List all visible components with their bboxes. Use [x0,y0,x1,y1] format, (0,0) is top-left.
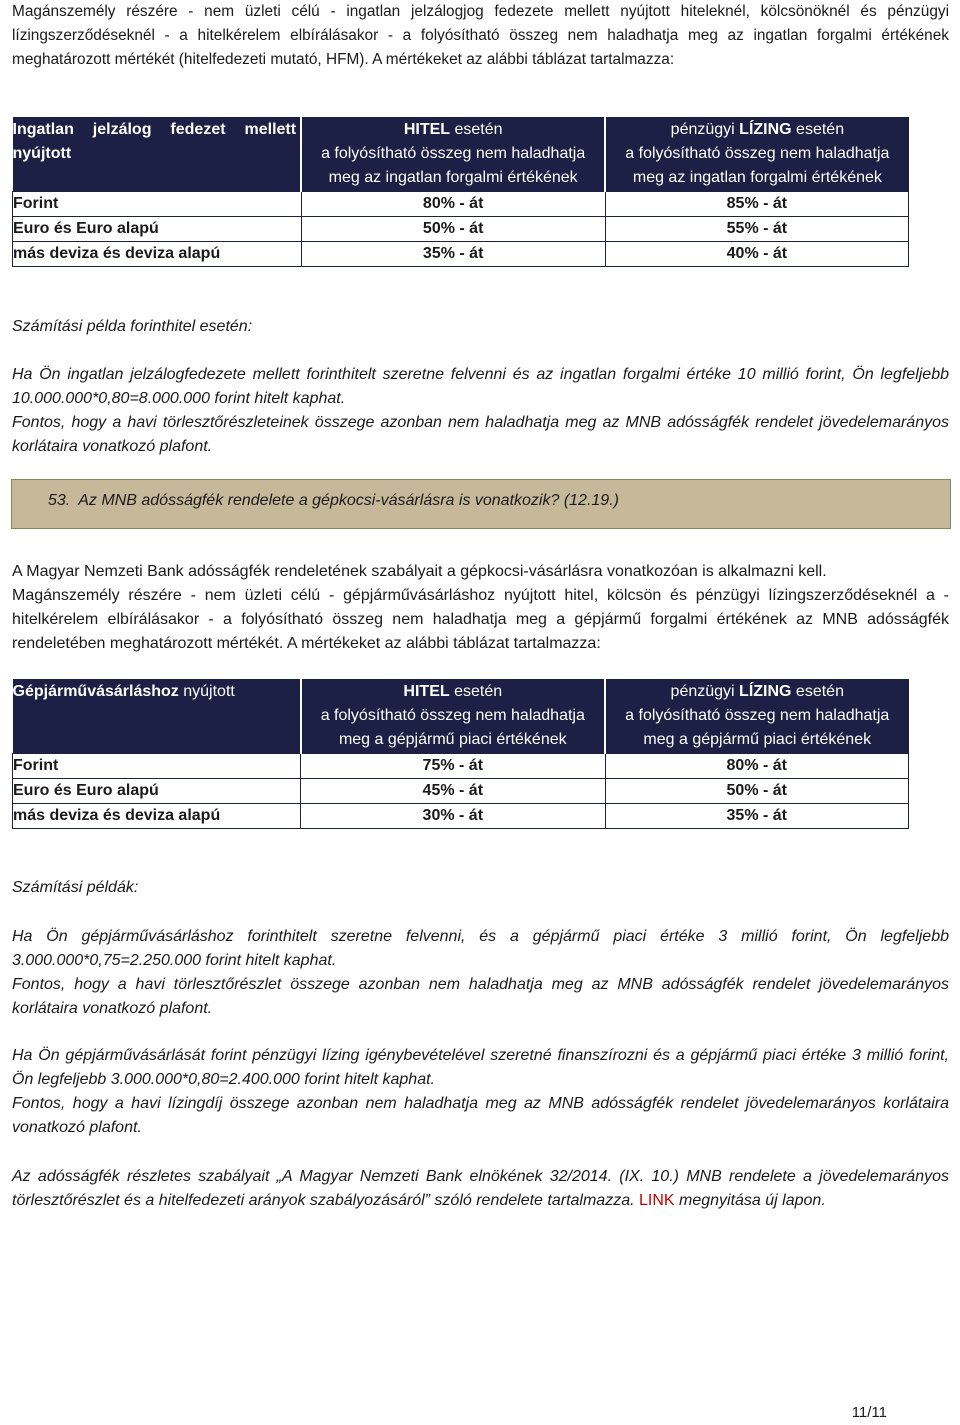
table-row [13,192,909,217]
answer-line: A Magyar Nemzeti Bank adósságfék rendeletének szabályait a gépkocsi-vásárlásra vonatkozóan is alkalmazni kell. [12,563,827,580]
examples-title: Számítási példák: [12,879,139,896]
example-title: Számítási példa forinthitel esetén: [12,318,253,335]
row-lizing-value: 80% - át [605,754,908,779]
example-car-leasing: Ha Ön gépjárművásárlását forint pénzügyi lízing igénybevételével szeretné finanszírozni és a gépjármű piaci értéke 3 millió forint, Ön legfeljebb 3.000.000*0,80=2.400.000 forint hitelt kaphat. [12,1047,949,1088]
gepjarmu-ratio-table [12,679,909,829]
faq-question-box [11,479,951,529]
row-label: más deviza és deviza alapú [13,804,301,829]
page-number: 11/11 [851,1404,887,1421]
row-label: Euro és Euro alapú [13,779,301,804]
answer-paragraph: Magánszemély részére - nem üzleti célú - gépjárművásárláshoz nyújtott hitel, kölcsön és pénzügyi lízingszerződéseknél a - hitelkérelem elbírálásakor - a folyósítható összeg nem haladhatja meg a gépjármű forgalmi értékének az MNB adósságfék rendeletében meghatározott mértékét. A mértékeket az alábbi táblázat tartalmazza: [12,587,949,652]
example-note: Fontos, hogy a havi törlesztőrészleteinek összege azonban nem haladhatja meg az MNB adósságfék rendelet jövedelemarányos korlátaira vonatkozó plafont. [12,414,949,455]
example-text: Ha Ön ingatlan jelzálogfedezete mellett forinthitelt szeretne felvenni és az ingatlan forgalmi értéke 10 millió forint, Ön legfeljebb 10.000.000*0,80=8.000.000 forint hitelt kaphat. [12,366,949,407]
table-header-category: Gépjárművásárláshoz nyújtott [13,679,301,754]
example-car-credit: Ha Ön gépjárművásárláshoz forinthitelt szeretne felvenni, és a gépjármű piaci értéke 3 millió forint, Ön legfeljebb 3.000.000*0,75=2.250.000 forint hitelt kaphat. [12,928,949,969]
row-hitel-value: 35% - át [301,242,605,267]
example-car-leasing-note: Fontos, hogy a havi lízingdíj összege azonban nem haladhatja meg az MNB adósságfék rendelet jövedelemarányos korlátaira vonatkozó plafont. [12,1095,949,1136]
row-lizing-value: 55% - át [605,217,908,242]
table-header-lizing: pénzügyi LÍZING esetén a folyósítható összeg nem haladhatja meg az ingatlan forgalmi értékének [605,117,908,192]
row-lizing-value: 85% - át [605,192,908,217]
question-number: 53. [48,492,71,509]
table-header-row [13,117,909,192]
row-lizing-value: 40% - át [605,242,908,267]
closing-paragraph: Az adósságfék részletes szabályait „A Magyar Nemzeti Bank elnökének 32/2014. (IX. 10.) MNB rendelete a jövedelemarányos törlesztőrészlet és a hitelfedezeti arányok szabályozásáról” szóló rendelete tartalmazza. LINK megnyitása új lapon. [12,1168,949,1209]
table-header-category: Ingatlan jelzálog fedezet mellett nyújtott [13,117,302,192]
table-row [13,804,909,829]
mnb-regulation-link[interactable]: LINK [638,1192,675,1209]
row-label: Forint [13,192,302,217]
ingatlan-ratio-table [12,117,909,267]
question-text: Az MNB adósságfék rendelete a gépkocsi-vásárlásra is vonatkozik? (12.19.) [78,492,619,509]
row-label: Euro és Euro alapú [13,217,302,242]
table-header-lizing: pénzügyi LÍZING esetén a folyósítható összeg nem haladhatja meg a gépjármű piaci értékének [605,679,908,754]
table-row [13,242,909,267]
table-row [13,779,909,804]
intro-paragraph: Magánszemély részére - nem üzleti célú - ingatlan jelzálogjog fedezete mellett nyújtott hiteleknél, kölcsönöknél és pénzügyi lízingszerződéseknél - a hitelkérelem elbírálásakor - a folyósítható összeg nem haladhatja meg az ingatlan forgalmi értékének meghatározott mértékét (hitelfedezeti mutató, HFM). A mértékeket az alábbi táblázat tartalmazza: [12,3,949,68]
table-row [13,754,909,779]
table-row [13,217,909,242]
row-hitel-value: 30% - át [301,804,605,829]
table-header-hitel: HITEL esetén a folyósítható összeg nem haladhatja meg a gépjármű piaci értékének [301,679,605,754]
row-lizing-value: 35% - át [605,804,908,829]
row-label: Forint [13,754,301,779]
table-header-hitel: HITEL esetén a folyósítható összeg nem haladhatja meg az ingatlan forgalmi értékének [301,117,605,192]
table-header-row [13,679,909,754]
row-lizing-value: 50% - át [605,779,908,804]
row-hitel-value: 80% - át [301,192,605,217]
row-label: más deviza és deviza alapú [13,242,302,267]
row-hitel-value: 50% - át [301,217,605,242]
row-hitel-value: 45% - át [301,779,605,804]
row-hitel-value: 75% - át [301,754,605,779]
example-car-credit-note: Fontos, hogy a havi törlesztőrészlet összege azonban nem haladhatja meg az MNB adósságfék rendelet jövedelemarányos korlátaira vonatkozó plafont. [12,976,949,1017]
